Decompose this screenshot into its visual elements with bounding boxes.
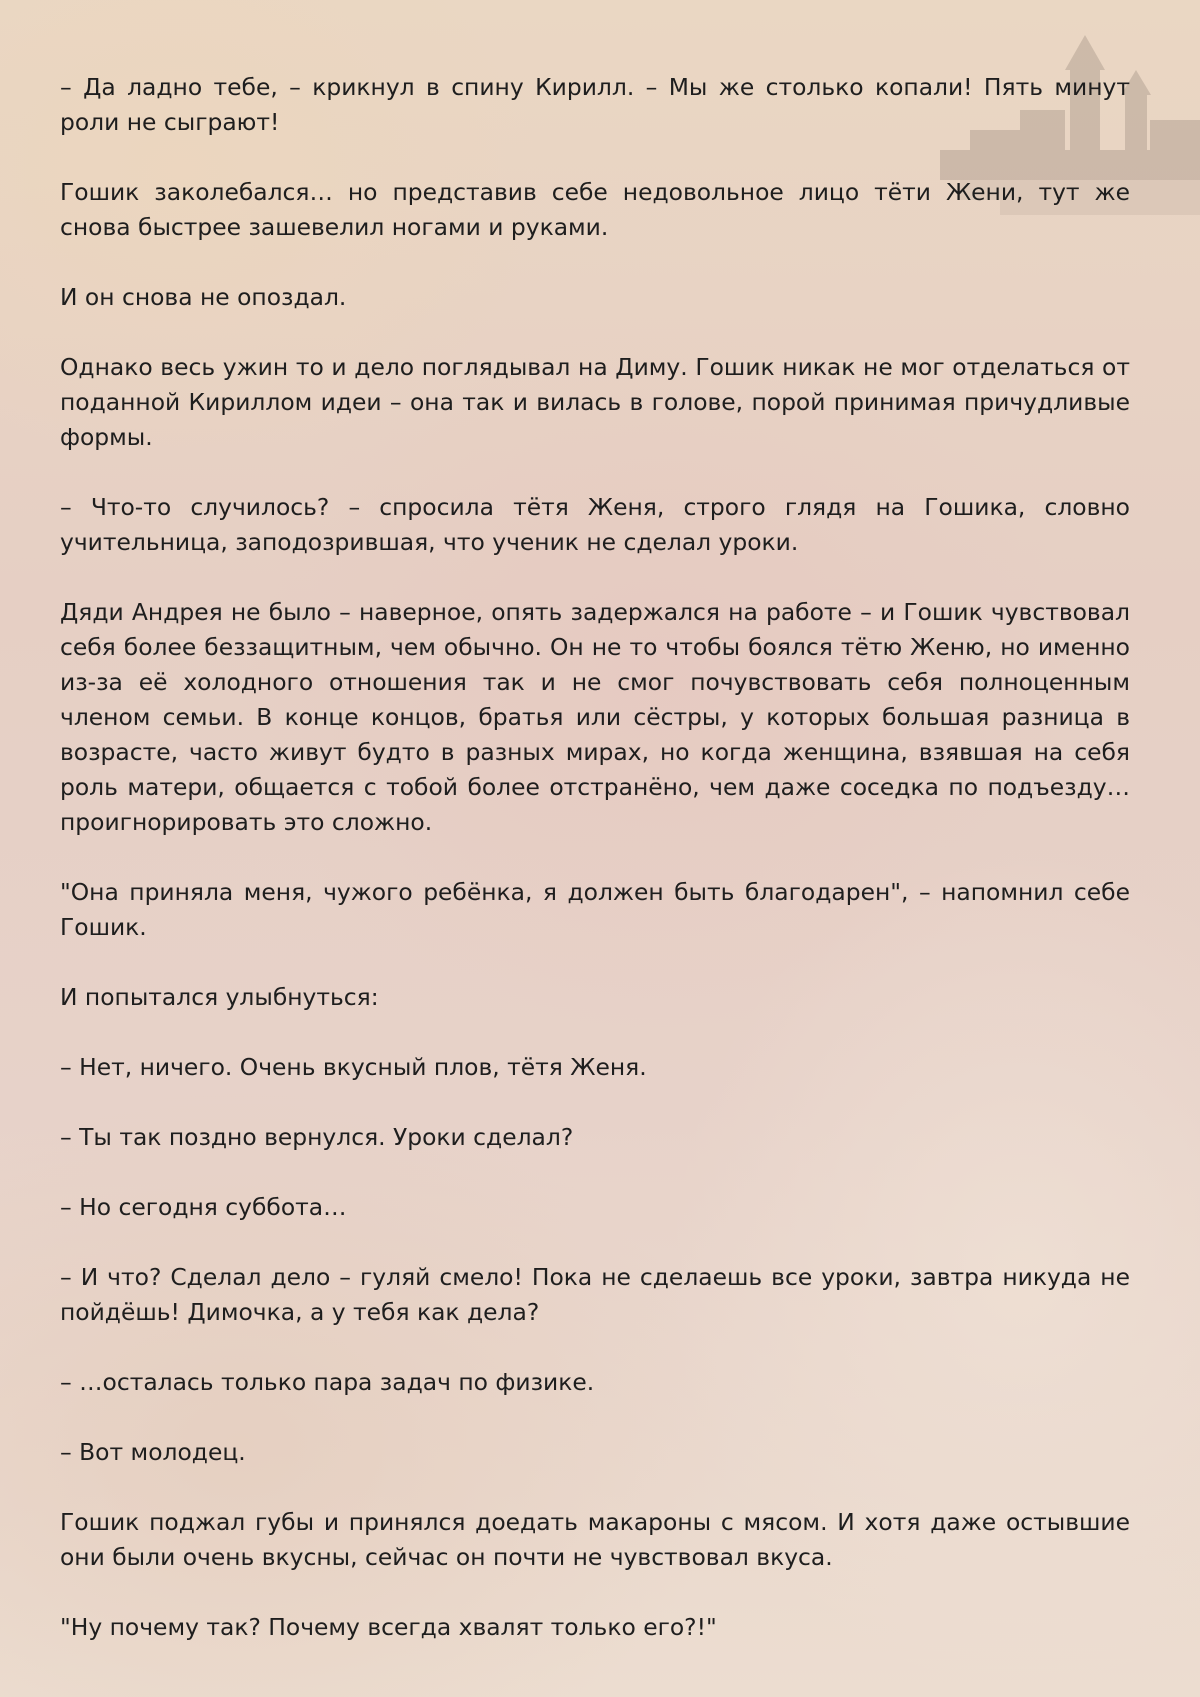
paragraph: И попытался улыбнуться: <box>60 983 379 1011</box>
paragraph: – Ты так поздно вернулся. Уроки сделал? <box>60 1123 574 1151</box>
paragraph: Гошик заколебался… но представив себе недовольное лицо тёти Жени, тут же снова быстрее зашевелил ногами и руками. <box>60 178 1130 241</box>
paragraph: "Она приняла меня, чужого ребёнка, я должен быть благодарен", – напомнил себе Гошик. <box>60 878 1130 941</box>
paragraph: Однако весь ужин то и дело поглядывал на Диму. Гошик никак не мог отделаться от поданной Кириллом идеи – она так и вилась в голове, порой принимая причудливые формы. <box>60 353 1130 451</box>
paragraph: И он снова не опоздал. <box>60 283 347 311</box>
paragraph: Гошик поджал губы и принялся доедать макароны с мясом. И хотя даже остывшие они были очень вкусны, сейчас он почти не чувствовал вкуса. <box>60 1508 1130 1571</box>
paragraph: – Да ладно тебе, – крикнул в спину Кирилл. – Мы же столько копали! Пять минут роли не сыграют! <box>60 73 1130 136</box>
paragraph: – Что-то случилось? – спросила тётя Женя, строго глядя на Гошика, словно учительница, заподозрившая, что ученик не сделал уроки. <box>60 493 1130 556</box>
paragraph: – Но сегодня суббота… <box>60 1193 347 1221</box>
paragraph: – …осталась только пара задач по физике. <box>60 1368 595 1396</box>
paragraph: – И что? Сделал дело – гуляй смело! Пока не сделаешь все уроки, завтра никуда не пойдёшь! Димочка, а у тебя как дела? <box>60 1263 1130 1326</box>
paragraph: – Нет, ничего. Очень вкусный плов, тётя Женя. <box>60 1053 647 1081</box>
paragraph: "Ну почему так? Почему всегда хвалят только его?!" <box>60 1613 717 1641</box>
page-text <box>60 70 1130 1680</box>
paragraph: Дяди Андрея не было – наверное, опять задержался на работе – и Гошик чувствовал себя более беззащитным, чем обычно. Он не то чтобы боялся тётю Женю, но именно из-за её холодного отношения так и не смог почувствовать себя полноценным членом семьи. В конце концов, братья или сёстры, у которых большая разница в возрасте, часто живут будто в разных мирах, но когда женщина, взявшая на себя роль матери, общается с тобой более отстранёно, чем даже соседка по подъезду… проигнорировать это сложно. <box>60 598 1130 836</box>
paragraph: – Вот молодец. <box>60 1438 246 1466</box>
